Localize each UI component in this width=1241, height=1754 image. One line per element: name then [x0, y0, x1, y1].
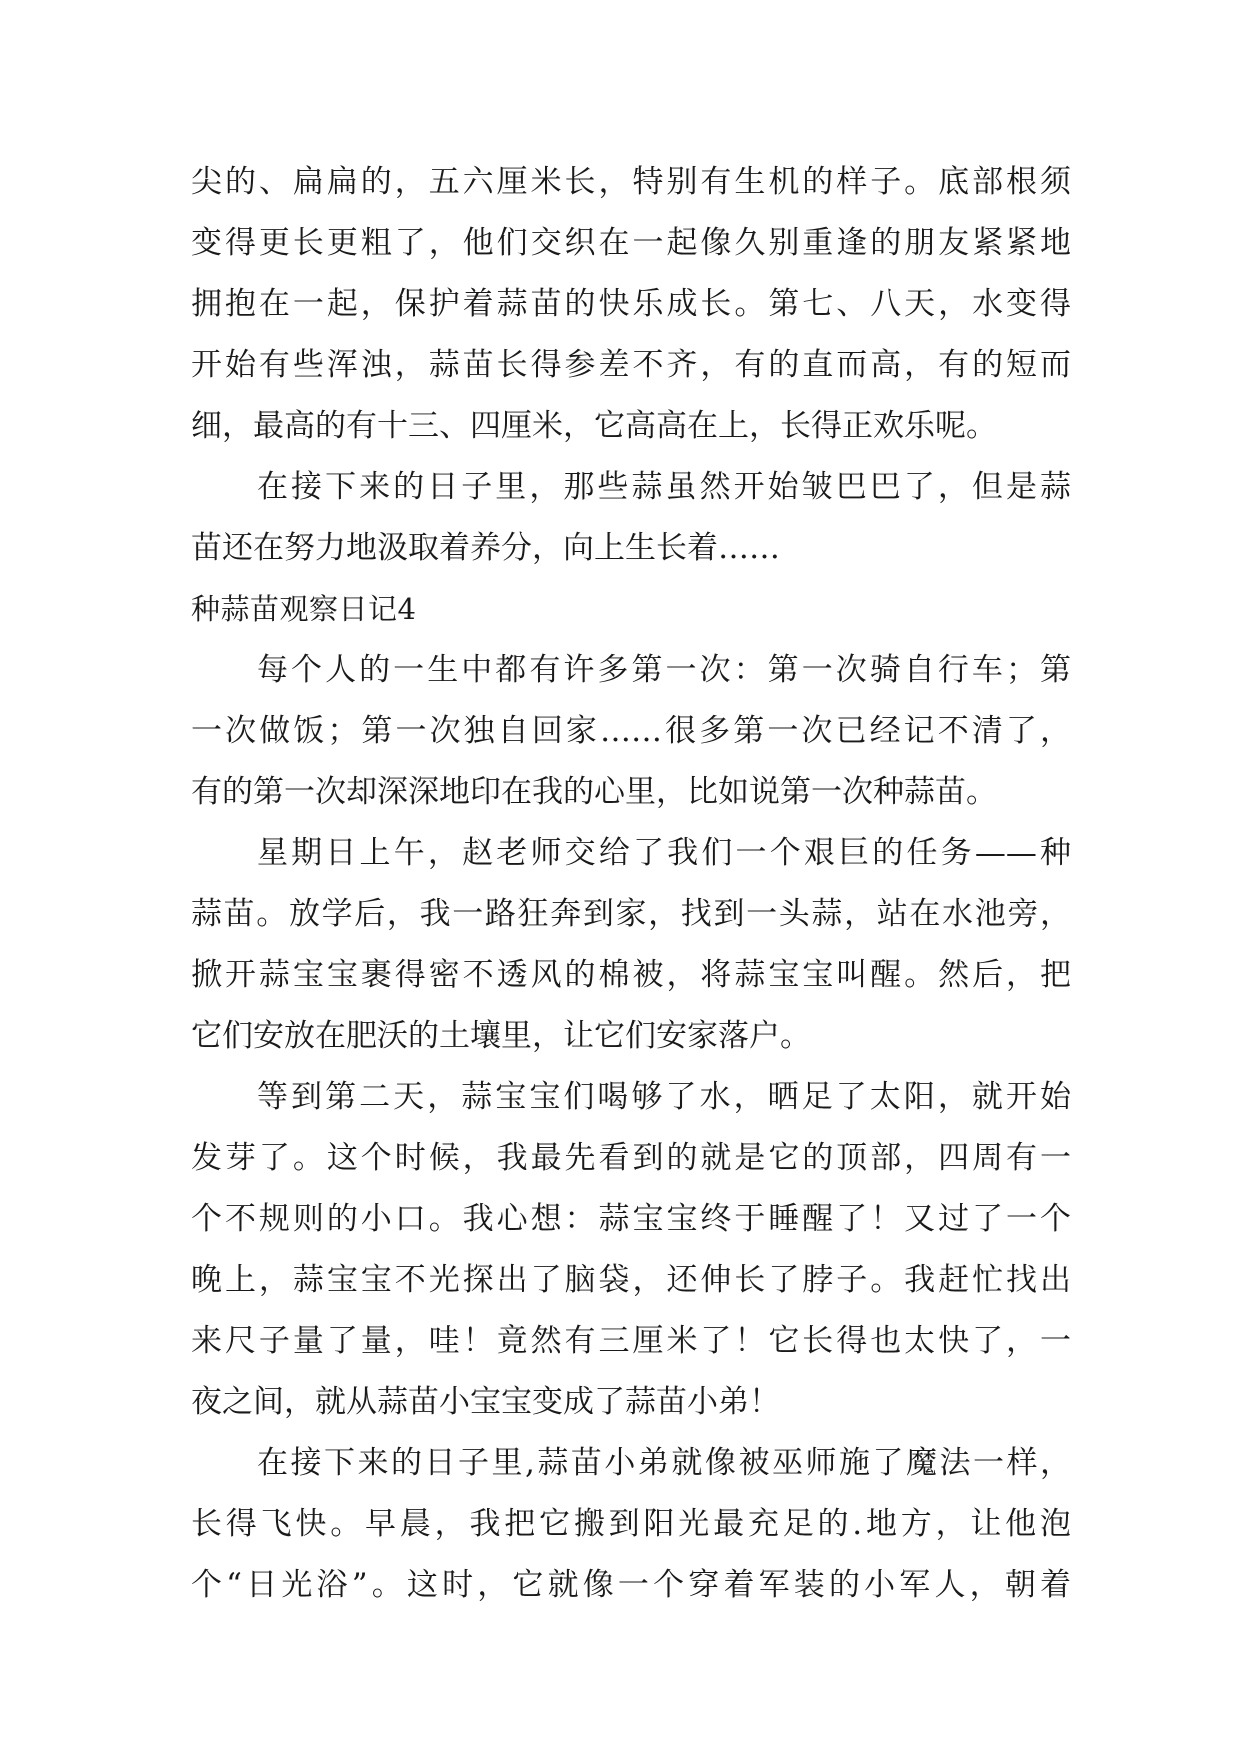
text-line: 来尺子量了量，哇！竟然有三厘米了！它长得也太快了，一	[191, 1323, 1071, 1359]
paragraph-1	[191, 152, 1071, 457]
paragraph-2	[191, 457, 1071, 579]
text-line: 拥抱在一起，保护着蒜苗的快乐成长。第七、八天，水变得	[191, 286, 1071, 322]
text-line: 开始有些浑浊，蒜苗长得参差不齐，有的直而高，有的短而	[191, 347, 1071, 383]
text-line: 细，最高的有十三、四厘米，它高高在上，长得正欢乐呢。	[191, 408, 997, 444]
text-line: 发芽了。这个时候，我最先看到的就是它的顶部，四周有一	[191, 1140, 1071, 1176]
text-line: 尖的、扁扁的，五六厘米长，特别有生机的样子。底部根须	[191, 164, 1071, 200]
text-line: 变得更长更粗了，他们交织在一起像久别重逢的朋友紧紧地	[191, 225, 1071, 261]
paragraph-4	[191, 823, 1071, 1067]
text-line: 夜之间，就从蒜苗小宝宝变成了蒜苗小弟！	[191, 1384, 780, 1420]
section-heading: 种蒜苗观察日记4	[191, 592, 417, 626]
text-line: 有的第一次却深深地印在我的心里，比如说第一次种蒜苗。	[191, 774, 997, 810]
text-line: 个不规则的小口。我心想：蒜宝宝终于睡醒了！又过了一个	[191, 1201, 1071, 1237]
text-line: 在接下来的日子里，那些蒜虽然开始皱巴巴了，但是蒜	[257, 469, 1071, 505]
text-line: 每个人的一生中都有许多第一次：第一次骑自行车；第	[257, 652, 1071, 688]
text-line: 它们安放在肥沃的土壤里，让它们安家落户。	[191, 1018, 811, 1054]
text-line: 长得飞快。早晨，我把它搬到阳光最充足的.地方，让他泡	[191, 1506, 1071, 1542]
text-line: 苗还在努力地汲取着养分，向上生长着……	[191, 530, 780, 566]
paragraph-6	[191, 1433, 1071, 1616]
paragraph-5	[191, 1067, 1071, 1433]
document-body	[191, 152, 1071, 1616]
text-line: 个“日光浴”。这时，它就像一个穿着军装的小军人，朝着	[191, 1567, 1071, 1603]
text-line: 晚上，蒜宝宝不光探出了脑袋，还伸长了脖子。我赶忙找出	[191, 1262, 1071, 1298]
text-line: 在接下来的日子里,蒜苗小弟就像被巫师施了魔法一样，	[257, 1445, 1071, 1481]
text-line: 蒜苗。放学后，我一路狂奔到家，找到一头蒜，站在水池旁，	[191, 896, 1071, 932]
text-line: 一次做饭；第一次独自回家……很多第一次已经记不清了，	[191, 713, 1071, 749]
text-line: 掀开蒜宝宝裹得密不透风的棉被，将蒜宝宝叫醒。然后，把	[191, 957, 1071, 993]
text-line: 星期日上午，赵老师交给了我们一个艰巨的任务——种	[257, 835, 1071, 871]
text-line: 等到第二天，蒜宝宝们喝够了水，晒足了太阳，就开始	[257, 1079, 1071, 1115]
paragraph-3	[191, 640, 1071, 823]
